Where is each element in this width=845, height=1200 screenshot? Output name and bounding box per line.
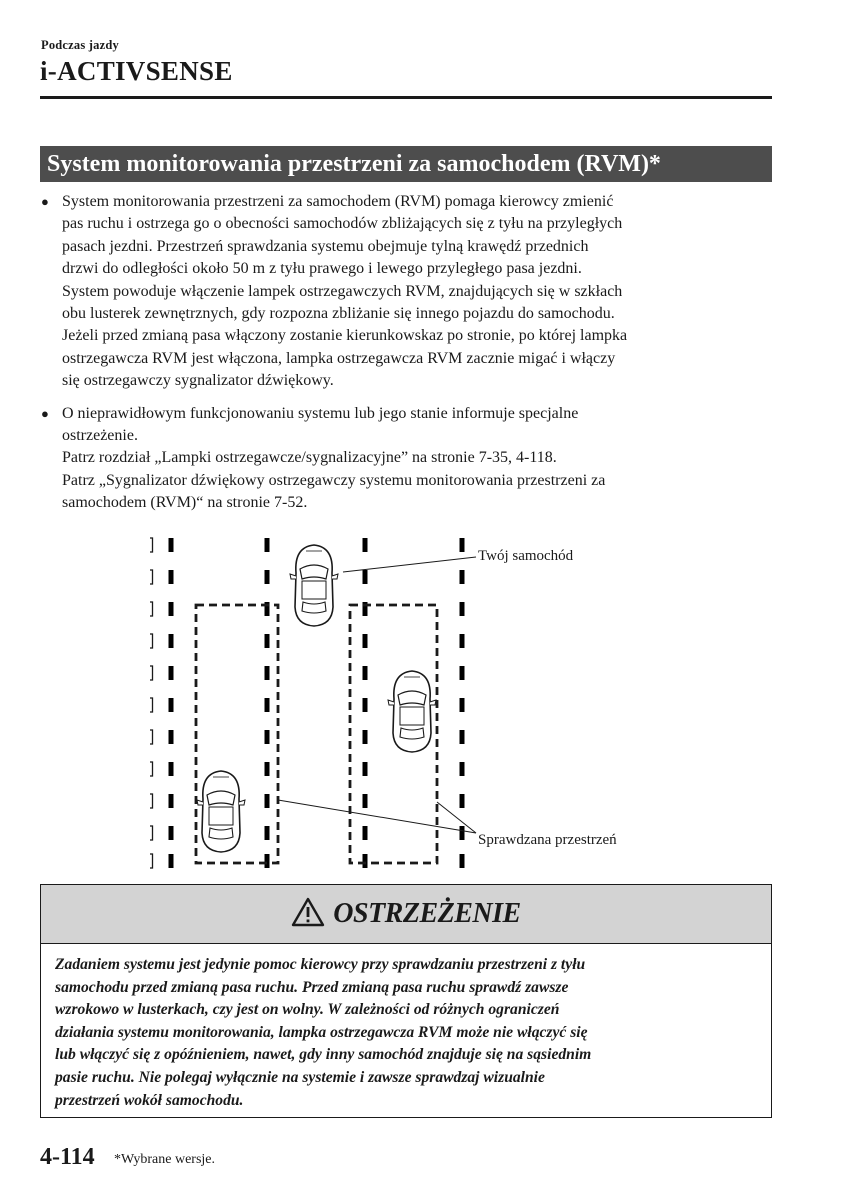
- reference-link[interactable]: samochodem (RVM)“ na stronie 7-52.: [62, 494, 308, 512]
- warning-triangle-icon: [291, 897, 325, 932]
- text-line: się ostrzegawczy sygnalizator dźwiękowy.: [62, 372, 334, 390]
- callout-line-area-left: [278, 800, 476, 833]
- text-line: pas ruchu i ostrzega go o obecności samochodów zbliżających się z tyłu na przyległych: [62, 215, 623, 233]
- text-line: obu lusterek zewnętrznych, gdy rozpozna zbliżanie się innego pojazdu do samochodu.: [62, 305, 615, 323]
- text-line: System monitorowania przestrzeni za samochodem (RVM) pomaga kierowcy zmienić: [62, 193, 614, 210]
- text-line: drzwi do odległości około 50 m z tyłu prawego i lewego przyległego pasa jezdni.: [62, 260, 582, 278]
- text-line: wzrokowo w lusterkach, czy jest on wolny. W zależności od różnych ograniczeń: [55, 1001, 560, 1019]
- text-line: lub włączyć się z opóźnieniem, nawet, gdy inny samochód znajduje się na sąsiednim: [55, 1046, 592, 1064]
- text-line: Jeżeli przed zmianą pasa włączony zostanie kierunkowskaz po stronie, po której lampka: [62, 327, 628, 345]
- label-your-car: Twój samochód: [478, 548, 574, 564]
- text-line: samochodu przed zmianą pasa ruchu. Przed zmianą pasa ruchu sprawdź zawsze: [55, 978, 569, 996]
- approaching-car-right: [388, 671, 436, 752]
- text-line: O nieprawidłowym funkcjonowaniu systemu lub jego stanie informuje specjalne: [62, 404, 579, 422]
- text-line: pasach jezdni. Przestrzeń sprawdzania systemu obejmuje tylną krawędź przednich: [62, 237, 589, 255]
- own-car: [290, 545, 338, 626]
- label-checked-area: Sprawdzana przestrzeń: [478, 832, 617, 848]
- warning-box: [40, 884, 772, 1118]
- callout-line-area-right: [437, 802, 476, 833]
- bullet-item: [38, 191, 774, 393]
- bullet-item: [38, 403, 774, 515]
- bullet-dot-icon: ●: [41, 194, 49, 209]
- reference-link[interactable]: Patrz „Sygnalizator dźwiękowy ostrzegawczy systemu monitorowania przestrzeni za: [62, 471, 606, 489]
- rvm-diagram: [150, 528, 670, 873]
- bullet-list: [38, 191, 774, 515]
- callout-line-your-car: [343, 557, 476, 572]
- text-line: działania systemu monitorowania, lampka ostrzegawcza RVM może nie włączyć się: [55, 1023, 588, 1041]
- breadcrumb: Podczas jazdy: [41, 38, 119, 52]
- text-line: ostrzeżenie.: [62, 427, 138, 445]
- reference-link[interactable]: Patrz rozdział „Lampki ostrzegawcze/sygnalizacyjne” na stronie 7-35, 4-118.: [62, 449, 557, 467]
- bullet-dot-icon: ●: [41, 405, 49, 421]
- text-line: przestrzeń wokół samochodu.: [55, 1091, 244, 1109]
- text-line: Zadaniem systemu jest jedynie pomoc kierowcy przy sprawdzaniu przestrzeni z tyłu: [55, 956, 586, 973]
- text-line: ostrzegawcza RVM jest włączona, lampka ostrzegawcza RVM zacznie migać i włączy: [62, 349, 616, 367]
- lane-diagram-svg: [150, 528, 670, 873]
- page-title: i-ACTIVSENSE: [40, 56, 233, 86]
- approaching-car-left: [197, 771, 245, 852]
- footnote: *Wybrane wersje.: [114, 1152, 216, 1167]
- text-line: pasie ruchu. Nie polegaj wyłącznie na systemie i zawsze sprawdzaj wizualnie: [55, 1068, 545, 1086]
- title-divider: [40, 96, 772, 99]
- warning-text: [41, 944, 771, 1112]
- warning-title: OSTRZEŻENIE: [333, 898, 521, 929]
- warning-header: [41, 885, 771, 944]
- page-number: 4-114: [40, 1144, 95, 1170]
- lane-markers: [150, 538, 153, 868]
- section-heading: System monitorowania przestrzeni za samochodem (RVM)*: [40, 146, 772, 182]
- text-line: System powoduje włączenie lampek ostrzegawczych RVM, znajdujących się w szkłach: [62, 282, 623, 300]
